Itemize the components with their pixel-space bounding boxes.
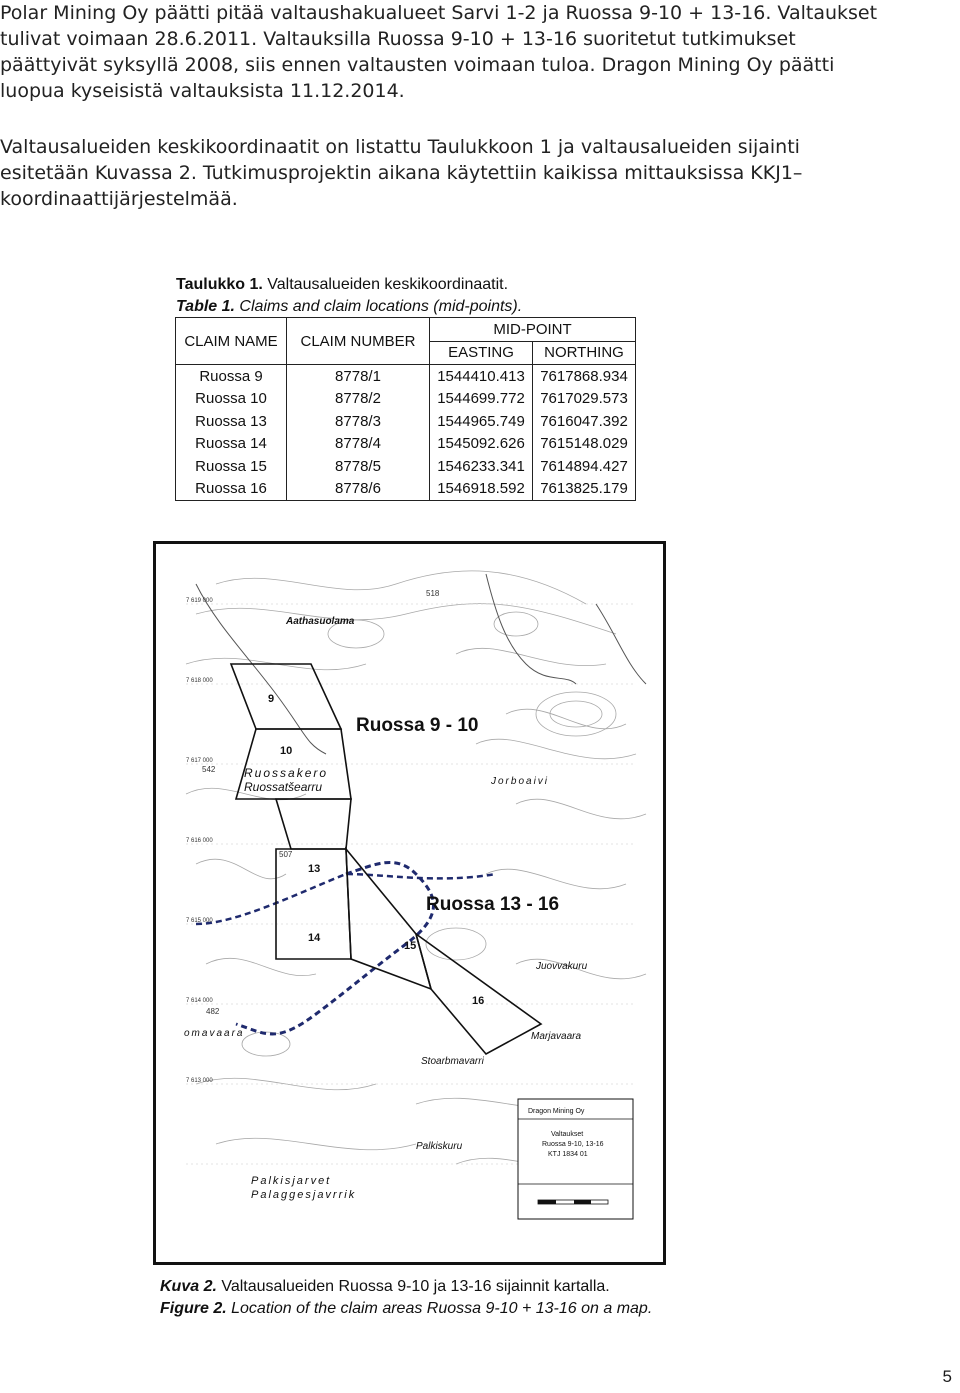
text-line: esitetään Kuvassa 2. Tutkimusprojektin aikana käytettiin kaikissa mittauksissa KKJ1– bbox=[0, 162, 803, 184]
caption-text: Valtausalueiden keskikoordinaatit. bbox=[262, 276, 509, 293]
caption-text: Location of the claim areas Ruossa 9-10 + 13-16 on a map. bbox=[226, 1300, 653, 1317]
cell-number: 8778/2 bbox=[287, 388, 430, 411]
area-label-ruossa-13-16: Ruossa 13 - 16 bbox=[426, 894, 560, 915]
claim-label-13: 13 bbox=[308, 863, 321, 875]
place-name: Palkiskuru bbox=[416, 1141, 463, 1152]
place-name: Juovvakuru bbox=[536, 961, 588, 972]
grid-label: 7 613 000 bbox=[186, 1078, 213, 1084]
cell-number: 8778/1 bbox=[287, 365, 430, 388]
legend-sheet: KTJ 1834 01 bbox=[548, 1151, 588, 1158]
cell-name: Ruossa 10 bbox=[176, 388, 287, 411]
cell-name: Ruossa 14 bbox=[176, 433, 287, 456]
cell-number: 8778/3 bbox=[287, 410, 430, 433]
cell-northing: 7613825.179 bbox=[533, 478, 636, 501]
cell-northing: 7617029.573 bbox=[533, 388, 636, 411]
text-line: tulivat voimaan 28.6.2011. Valtauksilla Ruossa 9-10 + 13-16 suoritetut tutkimukset bbox=[0, 28, 796, 50]
table-caption-fi bbox=[176, 274, 508, 295]
header-northing: NORTHING bbox=[533, 341, 636, 365]
caption-label: Taulukko 1. bbox=[176, 276, 263, 293]
spot-height: 518 bbox=[426, 589, 440, 598]
area-label-ruossa-9-10: Ruossa 9 - 10 bbox=[356, 715, 479, 736]
caption-label: Figure 2. bbox=[160, 1300, 227, 1317]
cell-number: 8778/6 bbox=[287, 478, 430, 501]
place-name: Palaggesjavrrik bbox=[251, 1189, 357, 1201]
header-mid-point: MID-POINT bbox=[430, 318, 636, 342]
intro-paragraph bbox=[0, 0, 940, 104]
legend-company: Dragon Mining Oy bbox=[528, 1108, 585, 1115]
caption-label: Kuva 2. bbox=[160, 1278, 217, 1295]
spot-height: 507 bbox=[279, 850, 293, 859]
cell-number: 8778/5 bbox=[287, 455, 430, 478]
header-claim-name: CLAIM NAME bbox=[176, 318, 287, 365]
table-row bbox=[176, 478, 636, 501]
table-row bbox=[176, 388, 636, 411]
cell-easting: 1544410.413 bbox=[430, 365, 533, 388]
text-line: päättyivät syksyllä 2008, siis ennen valtausten voimaan tuloa. Dragon Mining Oy päätti bbox=[0, 54, 835, 76]
caption-text: Valtausalueiden Ruossa 9-10 ja 13-16 sijainnit kartalla. bbox=[216, 1278, 610, 1295]
figure-caption-fi bbox=[160, 1276, 610, 1297]
text-line: Polar Mining Oy päätti pitää valtaushakualueet Sarvi 1-2 ja Ruossa 9-10 + 13-16. Valtaukset bbox=[0, 2, 878, 24]
table-caption-en bbox=[176, 296, 522, 317]
cell-number: 8778/4 bbox=[287, 433, 430, 456]
claim-location-map bbox=[153, 541, 666, 1265]
cell-easting: 1546918.592 bbox=[430, 478, 533, 501]
grid-label: 7 615 000 bbox=[186, 918, 213, 924]
place-name: omavaara bbox=[184, 1028, 245, 1039]
cell-name: Ruossa 13 bbox=[176, 410, 287, 433]
place-name: Aathasuolama bbox=[286, 616, 355, 627]
grid-label: 7 614 000 bbox=[186, 998, 213, 1004]
place-name: Marjavaara bbox=[531, 1031, 582, 1042]
text-line: Valtausalueiden keskikoordinaatit on listattu Taulukkoon 1 ja valtausalueiden sijainti bbox=[0, 136, 800, 158]
spot-height: 542 bbox=[202, 765, 216, 774]
claim-label-14: 14 bbox=[308, 932, 321, 944]
table-row bbox=[176, 410, 636, 433]
caption-label: Table 1. bbox=[176, 298, 235, 315]
cell-name: Ruossa 16 bbox=[176, 478, 287, 501]
map-legend bbox=[518, 1099, 633, 1219]
grid-label: 7 616 000 bbox=[186, 838, 213, 844]
map-drawing bbox=[156, 544, 663, 1262]
contour-lines bbox=[186, 571, 646, 1170]
grid-label: 7 619 000 bbox=[186, 598, 213, 604]
claim-16 bbox=[416, 934, 541, 1054]
claim-label-15: 15 bbox=[404, 940, 417, 952]
cell-northing: 7615148.029 bbox=[533, 433, 636, 456]
figure-caption-en bbox=[160, 1298, 652, 1319]
cell-easting: 1546233.341 bbox=[430, 455, 533, 478]
table-row bbox=[176, 455, 636, 478]
claim-9 bbox=[231, 664, 341, 729]
cell-northing: 7614894.427 bbox=[533, 455, 636, 478]
claims-table bbox=[175, 317, 636, 501]
place-name: Stoarbmavarri bbox=[421, 1056, 484, 1067]
cell-name: Ruossa 9 bbox=[176, 365, 287, 388]
place-name: Jorboaivi bbox=[491, 776, 550, 787]
grid-label: 7 617 000 bbox=[186, 758, 213, 764]
legend-title: Valtaukset bbox=[551, 1131, 584, 1138]
place-name: Ruossakero bbox=[244, 766, 329, 780]
cell-easting: 1544699.772 bbox=[430, 388, 533, 411]
table-row bbox=[176, 433, 636, 456]
place-name: Palkisjarvet bbox=[251, 1175, 332, 1187]
cell-easting: 1544965.749 bbox=[430, 410, 533, 433]
text-line: luopua kyseisistä valtauksista 11.12.2014. bbox=[0, 80, 405, 102]
coordinates-paragraph bbox=[0, 134, 940, 212]
grid-label: 7 618 000 bbox=[186, 678, 213, 684]
claim-label-16: 16 bbox=[472, 995, 485, 1007]
legend-subtitle: Ruossa 9-10, 13-16 bbox=[542, 1141, 604, 1148]
claim-13 bbox=[276, 799, 351, 849]
cell-name: Ruossa 15 bbox=[176, 455, 287, 478]
claim-label-10: 10 bbox=[280, 745, 293, 757]
caption-text: Claims and claim locations (mid-points). bbox=[234, 298, 523, 315]
page-number: 5 bbox=[942, 1367, 952, 1386]
table-row bbox=[176, 365, 636, 388]
header-easting: EASTING bbox=[430, 341, 533, 365]
spot-height: 482 bbox=[206, 1007, 220, 1016]
cell-northing: 7617868.934 bbox=[533, 365, 636, 388]
cell-northing: 7616047.392 bbox=[533, 410, 636, 433]
text-line: koordinaattijärjestelmää. bbox=[0, 188, 238, 210]
place-name: Ruossatšearru bbox=[244, 780, 323, 794]
header-claim-number: CLAIM NUMBER bbox=[287, 318, 430, 365]
cell-easting: 1545092.626 bbox=[430, 433, 533, 456]
claim-label-9: 9 bbox=[268, 693, 275, 705]
